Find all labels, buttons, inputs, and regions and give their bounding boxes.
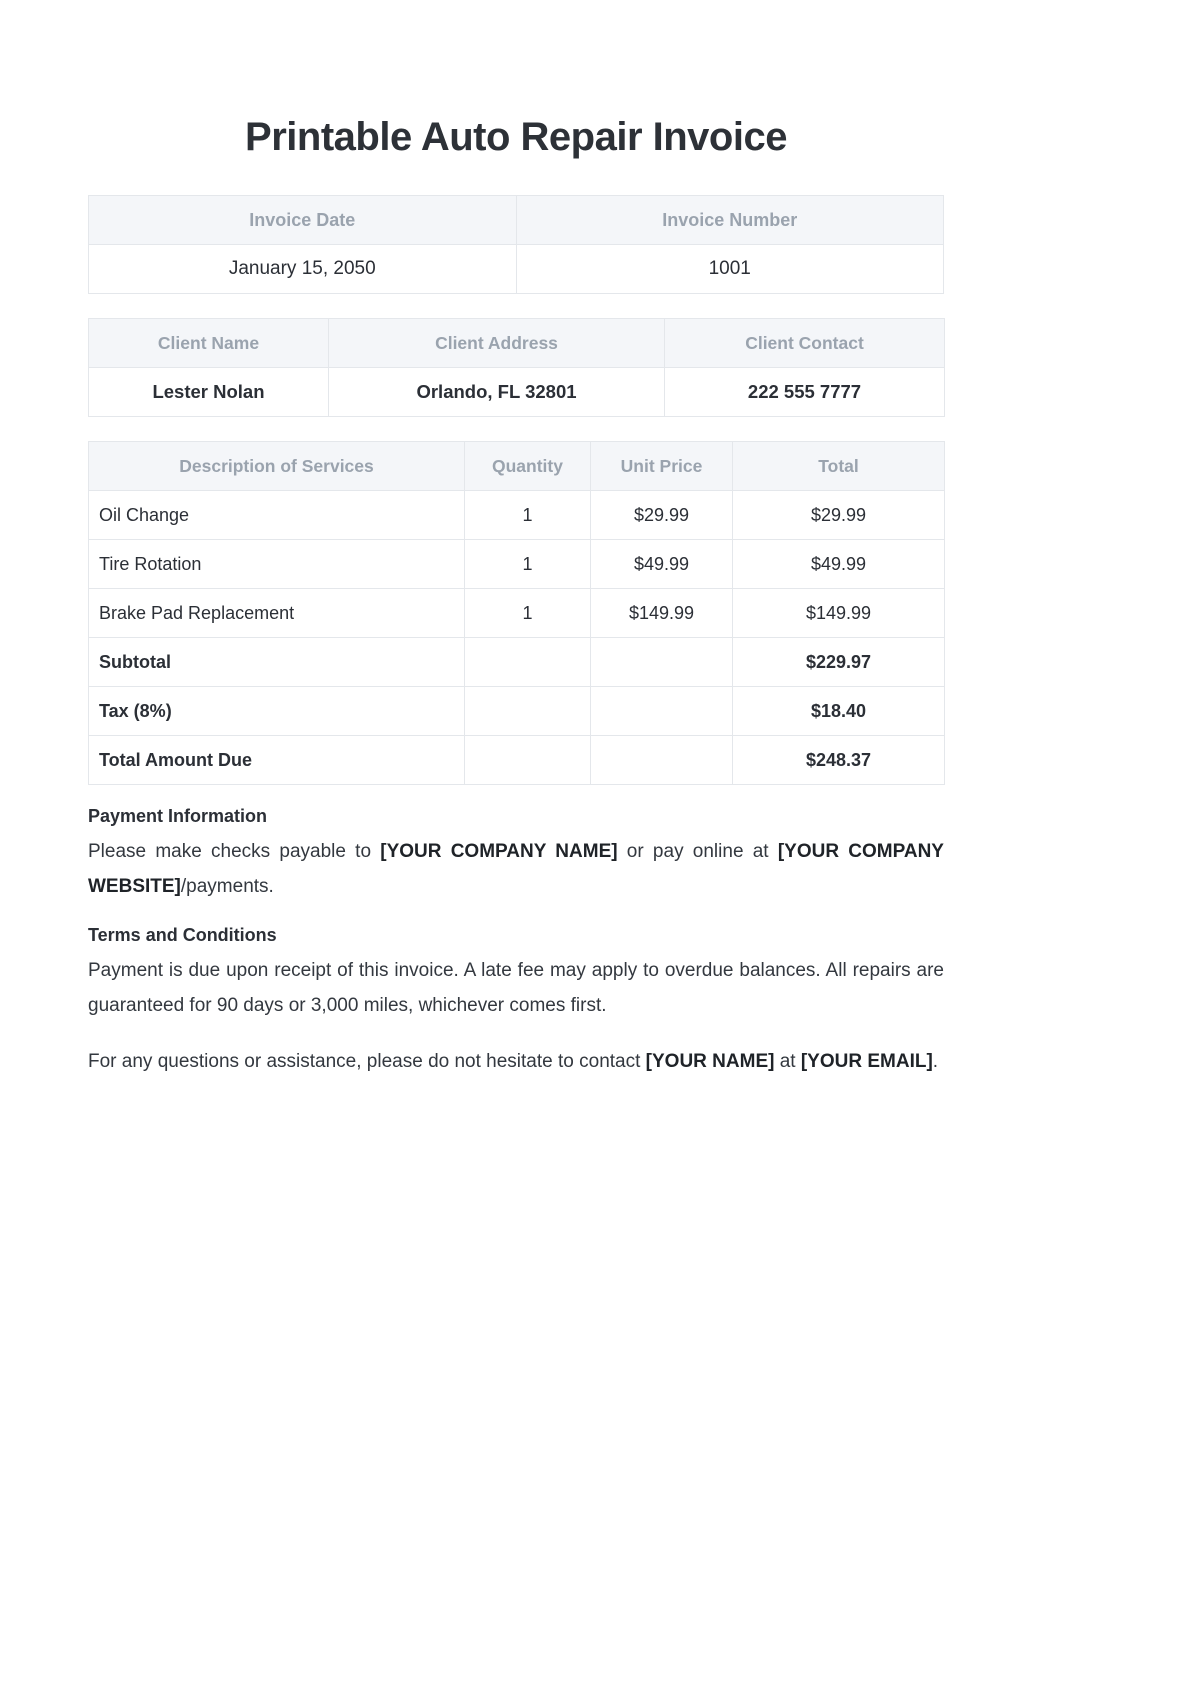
total-quantity-cell <box>465 736 591 785</box>
column-header-client-address: Client Address <box>329 319 665 368</box>
contact-email-placeholder: [YOUR EMAIL] <box>800 1050 933 1072</box>
service-quantity: 1 <box>465 491 591 540</box>
tax-amount: $18.40 <box>733 687 945 736</box>
subtotal-label: Subtotal <box>89 638 465 687</box>
contact-text-part-3: . <box>932 1050 939 1072</box>
payment-text-part-3: /payments. <box>180 876 274 898</box>
column-header-unit-price: Unit Price <box>591 442 733 491</box>
total-amount-due-label: Total Amount Due <box>89 736 465 785</box>
invoice-info-table <box>88 195 944 294</box>
service-description: Oil Change <box>89 491 465 540</box>
invoice-date-value: January 15, 2050 <box>89 245 517 294</box>
paragraph-spacer <box>88 1024 944 1038</box>
table-row <box>89 368 945 417</box>
tax-unit-price-cell <box>591 687 733 736</box>
contact-text-part-2: at <box>774 1050 801 1072</box>
service-quantity: 1 <box>465 540 591 589</box>
table-row <box>89 491 945 540</box>
payment-information-heading: Payment Information <box>88 806 268 826</box>
client-address-value: Orlando, FL 32801 <box>329 368 665 417</box>
contact-paragraph <box>88 1044 944 1079</box>
company-name-placeholder: [YOUR COMPANY NAME] <box>380 841 618 862</box>
service-unit-price: $49.99 <box>591 540 733 589</box>
service-quantity: 1 <box>465 589 591 638</box>
service-total: $29.99 <box>733 491 945 540</box>
invoice-number-value: 1001 <box>516 245 944 294</box>
service-description: Brake Pad Replacement <box>89 589 465 638</box>
column-header-client-name: Client Name <box>89 319 329 368</box>
column-header-invoice-number: Invoice Number <box>516 196 944 245</box>
total-amount-due-row <box>89 736 945 785</box>
subtotal-row <box>89 638 945 687</box>
document-content <box>88 0 944 1079</box>
service-unit-price: $29.99 <box>591 491 733 540</box>
tax-label: Tax (8%) <box>89 687 465 736</box>
services-table <box>88 441 945 785</box>
tax-quantity-cell <box>465 687 591 736</box>
client-name-value: Lester Nolan <box>89 368 329 417</box>
payment-text-part-2: or pay online at <box>617 841 778 862</box>
terms-and-conditions-heading: Terms and Conditions <box>88 925 277 946</box>
service-total: $149.99 <box>733 589 945 638</box>
service-description: Tire Rotation <box>89 540 465 589</box>
total-amount-due-value: $248.37 <box>733 736 945 785</box>
service-total: $49.99 <box>733 540 945 589</box>
payment-text-part-1: Please make checks payable to <box>88 841 381 862</box>
column-header-quantity: Quantity <box>465 442 591 491</box>
payment-information-paragraph <box>88 834 944 904</box>
table-header-row <box>89 442 945 491</box>
client-contact-value: 222 555 7777 <box>665 368 945 417</box>
client-info-table <box>88 318 945 417</box>
total-unit-price-cell <box>591 736 733 785</box>
column-header-description: Description of Services <box>89 442 465 491</box>
page-title: Printable Auto Repair Invoice <box>245 115 787 159</box>
subtotal-quantity-cell <box>465 638 591 687</box>
column-header-invoice-date: Invoice Date <box>89 196 517 245</box>
table-row <box>89 589 945 638</box>
company-website-placeholder: [YOUR COMPANY WEBSITE] <box>88 841 944 898</box>
subtotal-unit-price-cell <box>591 638 733 687</box>
terms-paragraph: Payment is due upon receipt of this invoice. A late fee may apply to overdue balances. All repairs are guaranteed for 90 days or 3,000 miles, whichever comes first. <box>88 960 944 1017</box>
column-header-client-contact: Client Contact <box>665 319 945 368</box>
tax-row <box>89 687 945 736</box>
table-row <box>89 245 944 294</box>
table-header-row <box>89 319 945 368</box>
service-unit-price: $149.99 <box>591 589 733 638</box>
contact-text-part-1: For any questions or assistance, please do not hesitate to contact <box>88 1050 646 1072</box>
column-header-total: Total <box>733 442 945 491</box>
contact-name-placeholder: [YOUR NAME] <box>645 1050 775 1072</box>
table-row <box>89 540 945 589</box>
table-header-row <box>89 196 944 245</box>
subtotal-amount: $229.97 <box>733 638 945 687</box>
